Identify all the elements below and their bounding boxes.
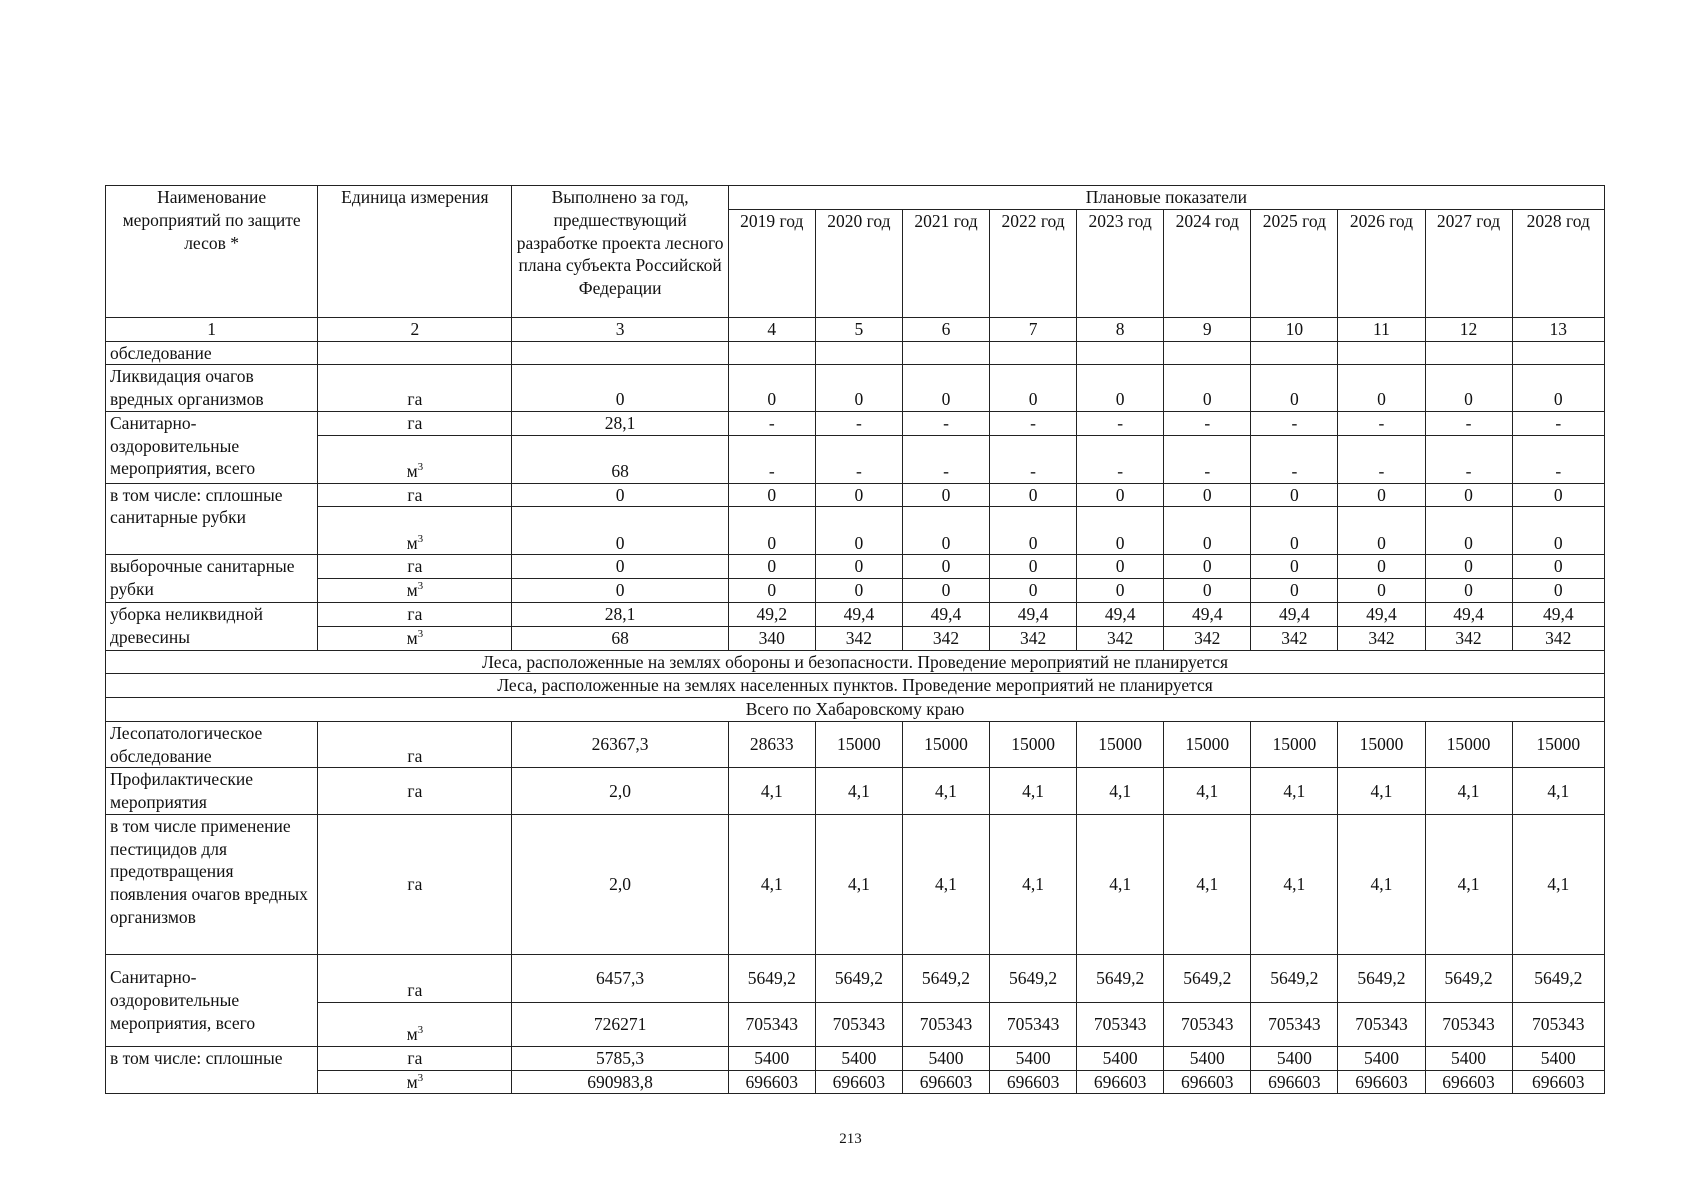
value-cell: 4,1 <box>815 768 902 815</box>
unit-cell: га <box>318 555 512 579</box>
unit-cell <box>318 1070 512 1094</box>
value-cell: 0 <box>1338 365 1425 412</box>
value-cell: - <box>815 411 902 435</box>
value-cell: 342 <box>815 626 902 650</box>
unit-cell <box>318 435 512 483</box>
value-cell: 5400 <box>902 1046 989 1070</box>
value-cell: 4,1 <box>902 768 989 815</box>
header-year: 2021 год <box>902 209 989 317</box>
value-cell: 0 <box>1425 365 1512 412</box>
value-cell: 696603 <box>1251 1070 1338 1094</box>
value-cell: - <box>1251 435 1338 483</box>
unit-cell: га <box>318 1046 512 1070</box>
table-cell <box>318 341 512 365</box>
value-cell: 0 <box>815 579 902 603</box>
table-cell <box>815 341 902 365</box>
value-cell: 49,4 <box>990 603 1077 627</box>
value-cell: 4,1 <box>1164 814 1251 954</box>
unit-cell: га <box>318 365 512 412</box>
table-cell <box>1338 341 1425 365</box>
table-row <box>106 674 1605 698</box>
row-name: выборочные санитарные рубки <box>106 555 318 603</box>
value-cell: 15000 <box>1164 721 1251 768</box>
table-row <box>106 1046 1605 1070</box>
column-number: 13 <box>1512 317 1604 341</box>
done-cell: 6457,3 <box>512 954 728 1002</box>
table-row <box>106 483 1605 507</box>
row-name: Лесопатологическое обследование <box>106 721 318 768</box>
column-number: 12 <box>1425 317 1512 341</box>
value-cell: - <box>1338 435 1425 483</box>
value-cell: 340 <box>728 626 815 650</box>
table-row <box>106 365 1605 412</box>
unit-cell: га <box>318 483 512 507</box>
value-cell: 0 <box>990 483 1077 507</box>
value-cell: 0 <box>815 507 902 555</box>
value-cell: 49,4 <box>1164 603 1251 627</box>
value-cell: 5400 <box>1338 1046 1425 1070</box>
unit-superscript: 3 <box>417 580 424 593</box>
unit-text: м <box>406 1071 418 1092</box>
value-cell: 0 <box>1425 579 1512 603</box>
column-number: 3 <box>512 317 728 341</box>
value-cell: - <box>1512 435 1604 483</box>
value-cell: 342 <box>990 626 1077 650</box>
table-row <box>106 603 1605 627</box>
value-cell: 0 <box>1164 507 1251 555</box>
value-cell: 342 <box>1338 626 1425 650</box>
unit-cell: га <box>318 721 512 768</box>
value-cell: 0 <box>1425 555 1512 579</box>
value-cell: 0 <box>1512 507 1604 555</box>
row-name: обследование <box>106 341 318 365</box>
done-cell: 0 <box>512 365 728 412</box>
value-cell: 0 <box>1164 483 1251 507</box>
value-cell: 0 <box>902 365 989 412</box>
value-cell: 5649,2 <box>1164 954 1251 1002</box>
table-row <box>106 411 1605 435</box>
value-cell: 0 <box>1077 365 1164 412</box>
unit-cell: га <box>318 768 512 815</box>
done-cell: 2,0 <box>512 768 728 815</box>
value-cell: 705343 <box>1251 1002 1338 1046</box>
row-name: Санитарно-оздоровительные мероприятия, всего <box>106 411 318 483</box>
value-cell: 4,1 <box>990 768 1077 815</box>
section-heading: Леса, расположенные на землях населенных пунктов. Проведение мероприятий не планируется <box>106 674 1605 698</box>
table-row <box>106 721 1605 768</box>
value-cell: 0 <box>1338 555 1425 579</box>
value-cell: 5649,2 <box>1338 954 1425 1002</box>
done-cell: 0 <box>512 579 728 603</box>
unit-cell <box>318 507 512 555</box>
value-cell: 342 <box>1425 626 1512 650</box>
done-cell: 0 <box>512 555 728 579</box>
value-cell: - <box>902 411 989 435</box>
table-cell <box>1251 341 1338 365</box>
value-cell: 705343 <box>1077 1002 1164 1046</box>
value-cell: 342 <box>1164 626 1251 650</box>
table-row <box>106 650 1605 674</box>
value-cell: - <box>1077 435 1164 483</box>
row-name: Санитарно-оздоровительные мероприятия, всего <box>106 954 318 1046</box>
value-cell: 0 <box>1512 579 1604 603</box>
table-row <box>106 579 1605 603</box>
done-cell: 5785,3 <box>512 1046 728 1070</box>
unit-cell <box>318 626 512 650</box>
table-row <box>106 1002 1605 1046</box>
row-name: уборка неликвидной древесины <box>106 603 318 651</box>
value-cell: 5400 <box>1164 1046 1251 1070</box>
header-year: 2028 год <box>1512 209 1604 317</box>
row-name: в том числе: сплошные санитарные рубки <box>106 483 318 555</box>
value-cell: 0 <box>1338 507 1425 555</box>
value-cell: 0 <box>1425 483 1512 507</box>
value-cell: 15000 <box>1338 721 1425 768</box>
unit-text: м <box>406 532 418 553</box>
column-number: 6 <box>902 317 989 341</box>
value-cell: 342 <box>902 626 989 650</box>
header-unit: Единица измерения <box>318 186 512 318</box>
unit-text: м <box>406 1024 418 1044</box>
value-cell: - <box>990 411 1077 435</box>
value-cell: 5400 <box>728 1046 815 1070</box>
column-number: 4 <box>728 317 815 341</box>
value-cell: - <box>1164 411 1251 435</box>
header-year: 2026 год <box>1338 209 1425 317</box>
value-cell: 4,1 <box>1251 768 1338 815</box>
value-cell: 0 <box>1077 555 1164 579</box>
value-cell: - <box>1251 411 1338 435</box>
unit-superscript: 3 <box>417 627 424 640</box>
header-year: 2027 год <box>1425 209 1512 317</box>
done-cell: 2,0 <box>512 814 728 954</box>
row-name: в том числе применение пестицидов для предотвращения появления очагов вредных организмов <box>106 814 318 954</box>
unit-cell: га <box>318 603 512 627</box>
header-year: 2019 год <box>728 209 815 317</box>
value-cell: 0 <box>1077 579 1164 603</box>
done-cell: 68 <box>512 435 728 483</box>
unit-cell: га <box>318 411 512 435</box>
value-cell: 696603 <box>728 1070 815 1094</box>
table-row <box>106 435 1605 483</box>
value-cell: 0 <box>1251 365 1338 412</box>
unit-cell <box>318 1002 512 1046</box>
value-cell: 0 <box>728 365 815 412</box>
value-cell: 4,1 <box>902 814 989 954</box>
unit-text: м <box>406 460 418 481</box>
done-cell: 26367,3 <box>512 721 728 768</box>
value-cell: 4,1 <box>1077 768 1164 815</box>
value-cell: - <box>728 411 815 435</box>
value-cell: 5649,2 <box>1251 954 1338 1002</box>
value-cell: 696603 <box>1512 1070 1604 1094</box>
value-cell: 4,1 <box>1077 814 1164 954</box>
value-cell: 705343 <box>990 1002 1077 1046</box>
value-cell: 5649,2 <box>728 954 815 1002</box>
value-cell: 0 <box>728 507 815 555</box>
value-cell: 5400 <box>815 1046 902 1070</box>
value-cell: 4,1 <box>728 768 815 815</box>
value-cell: - <box>1425 411 1512 435</box>
table-row <box>106 814 1605 954</box>
page-number: 213 <box>839 1131 862 1147</box>
value-cell: 15000 <box>1512 721 1604 768</box>
table-row <box>106 954 1605 1002</box>
table-cell <box>990 341 1077 365</box>
value-cell: - <box>902 435 989 483</box>
value-cell: 0 <box>902 555 989 579</box>
table-cell <box>728 341 815 365</box>
table-row <box>106 555 1605 579</box>
value-cell: 0 <box>902 483 989 507</box>
value-cell: 0 <box>1251 579 1338 603</box>
value-cell: 705343 <box>902 1002 989 1046</box>
value-cell: 0 <box>815 365 902 412</box>
table-row <box>106 698 1605 722</box>
header-year: 2022 год <box>990 209 1077 317</box>
value-cell: 4,1 <box>1338 768 1425 815</box>
value-cell: 342 <box>1512 626 1604 650</box>
value-cell: 0 <box>815 555 902 579</box>
value-cell: 5649,2 <box>990 954 1077 1002</box>
value-cell: 0 <box>1338 579 1425 603</box>
value-cell: 4,1 <box>1512 814 1604 954</box>
table-cell <box>1425 341 1512 365</box>
value-cell: 5400 <box>1077 1046 1164 1070</box>
value-cell: 5649,2 <box>815 954 902 1002</box>
forest-protection-table <box>105 185 1605 1094</box>
value-cell: 15000 <box>990 721 1077 768</box>
value-cell: 705343 <box>1164 1002 1251 1046</box>
value-cell: 15000 <box>1425 721 1512 768</box>
value-cell: 0 <box>1512 555 1604 579</box>
value-cell: 15000 <box>1251 721 1338 768</box>
value-cell: 4,1 <box>1164 768 1251 815</box>
value-cell: 0 <box>728 555 815 579</box>
value-cell: 49,4 <box>1077 603 1164 627</box>
value-cell: 342 <box>1251 626 1338 650</box>
done-cell: 726271 <box>512 1002 728 1046</box>
done-cell: 28,1 <box>512 411 728 435</box>
table-cell <box>512 341 728 365</box>
value-cell: 49,4 <box>902 603 989 627</box>
table-cell <box>1077 341 1164 365</box>
value-cell: 15000 <box>1077 721 1164 768</box>
unit-text: м <box>406 580 418 601</box>
value-cell: 4,1 <box>1425 814 1512 954</box>
value-cell: 0 <box>1251 483 1338 507</box>
row-name: в том числе: сплошные <box>106 1046 318 1094</box>
value-cell: 705343 <box>728 1002 815 1046</box>
done-cell: 0 <box>512 507 728 555</box>
table-cell <box>1164 341 1251 365</box>
value-cell: - <box>1425 435 1512 483</box>
section-heading: Всего по Хабаровскому краю <box>106 698 1605 722</box>
unit-cell: га <box>318 814 512 954</box>
value-cell: 0 <box>990 579 1077 603</box>
value-cell: 4,1 <box>1338 814 1425 954</box>
value-cell: - <box>728 435 815 483</box>
unit-superscript: 3 <box>417 1024 424 1037</box>
section-heading: Леса, расположенные на землях обороны и безопасности. Проведение мероприятий не планируется <box>106 650 1605 674</box>
unit-cell <box>318 579 512 603</box>
done-cell: 68 <box>512 626 728 650</box>
value-cell: 49,2 <box>728 603 815 627</box>
table-row <box>106 507 1605 555</box>
column-number: 2 <box>318 317 512 341</box>
value-cell: 0 <box>1164 365 1251 412</box>
value-cell: 5649,2 <box>1077 954 1164 1002</box>
table-row <box>106 768 1605 815</box>
value-cell: 0 <box>1251 555 1338 579</box>
value-cell: 5400 <box>1425 1046 1512 1070</box>
value-cell: - <box>815 435 902 483</box>
header-year: 2024 год <box>1164 209 1251 317</box>
header-year: 2025 год <box>1251 209 1338 317</box>
value-cell: 0 <box>1512 365 1604 412</box>
value-cell: 15000 <box>902 721 989 768</box>
value-cell: 0 <box>1338 483 1425 507</box>
column-number: 9 <box>1164 317 1251 341</box>
value-cell: 49,4 <box>815 603 902 627</box>
row-name: Ликвидация очагов вредных организмов <box>106 365 318 412</box>
row-name: Профилактические мероприятия <box>106 768 318 815</box>
table-cell <box>1512 341 1604 365</box>
value-cell: 15000 <box>815 721 902 768</box>
value-cell: 696603 <box>990 1070 1077 1094</box>
value-cell: 705343 <box>1512 1002 1604 1046</box>
column-number: 7 <box>990 317 1077 341</box>
table-row <box>106 186 1605 210</box>
value-cell: 705343 <box>1338 1002 1425 1046</box>
value-cell: 5400 <box>1512 1046 1604 1070</box>
table-row <box>106 626 1605 650</box>
column-number: 10 <box>1251 317 1338 341</box>
header-year: 2023 год <box>1077 209 1164 317</box>
value-cell: 0 <box>1164 579 1251 603</box>
value-cell: 0 <box>1164 555 1251 579</box>
value-cell: 4,1 <box>1425 768 1512 815</box>
value-cell: 4,1 <box>815 814 902 954</box>
value-cell: 342 <box>1077 626 1164 650</box>
done-cell: 0 <box>512 483 728 507</box>
value-cell: 696603 <box>815 1070 902 1094</box>
value-cell: 0 <box>902 507 989 555</box>
value-cell: 49,4 <box>1251 603 1338 627</box>
table-cell <box>902 341 989 365</box>
value-cell: 0 <box>728 483 815 507</box>
value-cell: 0 <box>1077 507 1164 555</box>
value-cell: 0 <box>815 483 902 507</box>
done-cell: 28,1 <box>512 603 728 627</box>
unit-cell: га <box>318 954 512 1002</box>
column-number: 1 <box>106 317 318 341</box>
value-cell: 696603 <box>902 1070 989 1094</box>
value-cell: - <box>1338 411 1425 435</box>
value-cell: 0 <box>1251 507 1338 555</box>
value-cell: 5649,2 <box>1425 954 1512 1002</box>
value-cell: 0 <box>902 579 989 603</box>
column-number: 11 <box>1338 317 1425 341</box>
value-cell: 4,1 <box>990 814 1077 954</box>
table-row <box>106 317 1605 341</box>
value-cell: 696603 <box>1425 1070 1512 1094</box>
header-year: 2020 год <box>815 209 902 317</box>
value-cell: - <box>1164 435 1251 483</box>
value-cell: 4,1 <box>1251 814 1338 954</box>
value-cell: 705343 <box>815 1002 902 1046</box>
value-cell: - <box>1077 411 1164 435</box>
value-cell: 49,4 <box>1512 603 1604 627</box>
value-cell: 4,1 <box>1512 768 1604 815</box>
unit-superscript: 3 <box>417 460 424 473</box>
header-done: Выполнено за год, предшествующий разработке проекта лесного плана субъекта Российской Федерации <box>512 186 728 318</box>
column-number: 5 <box>815 317 902 341</box>
value-cell: 49,4 <box>1338 603 1425 627</box>
value-cell: 0 <box>990 365 1077 412</box>
column-number: 8 <box>1077 317 1164 341</box>
value-cell: 5649,2 <box>1512 954 1604 1002</box>
value-cell: 28633 <box>728 721 815 768</box>
value-cell: 705343 <box>1425 1002 1512 1046</box>
header-name: Наименование мероприятий по защите лесов * <box>106 186 318 318</box>
value-cell: 5400 <box>990 1046 1077 1070</box>
unit-superscript: 3 <box>417 532 424 545</box>
value-cell: 5649,2 <box>902 954 989 1002</box>
value-cell: 696603 <box>1164 1070 1251 1094</box>
value-cell: 696603 <box>1338 1070 1425 1094</box>
value-cell: 0 <box>1512 483 1604 507</box>
value-cell: 0 <box>1425 507 1512 555</box>
unit-text: м <box>406 627 418 648</box>
table-row <box>106 1070 1605 1094</box>
unit-superscript: 3 <box>417 1071 424 1084</box>
value-cell: 696603 <box>1077 1070 1164 1094</box>
done-cell: 690983,8 <box>512 1070 728 1094</box>
value-cell: 49,4 <box>1425 603 1512 627</box>
value-cell: 0 <box>1077 483 1164 507</box>
value-cell: 5400 <box>1251 1046 1338 1070</box>
value-cell: 4,1 <box>728 814 815 954</box>
table-row <box>106 341 1605 365</box>
value-cell: - <box>990 435 1077 483</box>
value-cell: 0 <box>728 579 815 603</box>
value-cell: - <box>1512 411 1604 435</box>
value-cell: 0 <box>990 555 1077 579</box>
value-cell: 0 <box>990 507 1077 555</box>
header-planned: Плановые показатели <box>728 186 1604 210</box>
